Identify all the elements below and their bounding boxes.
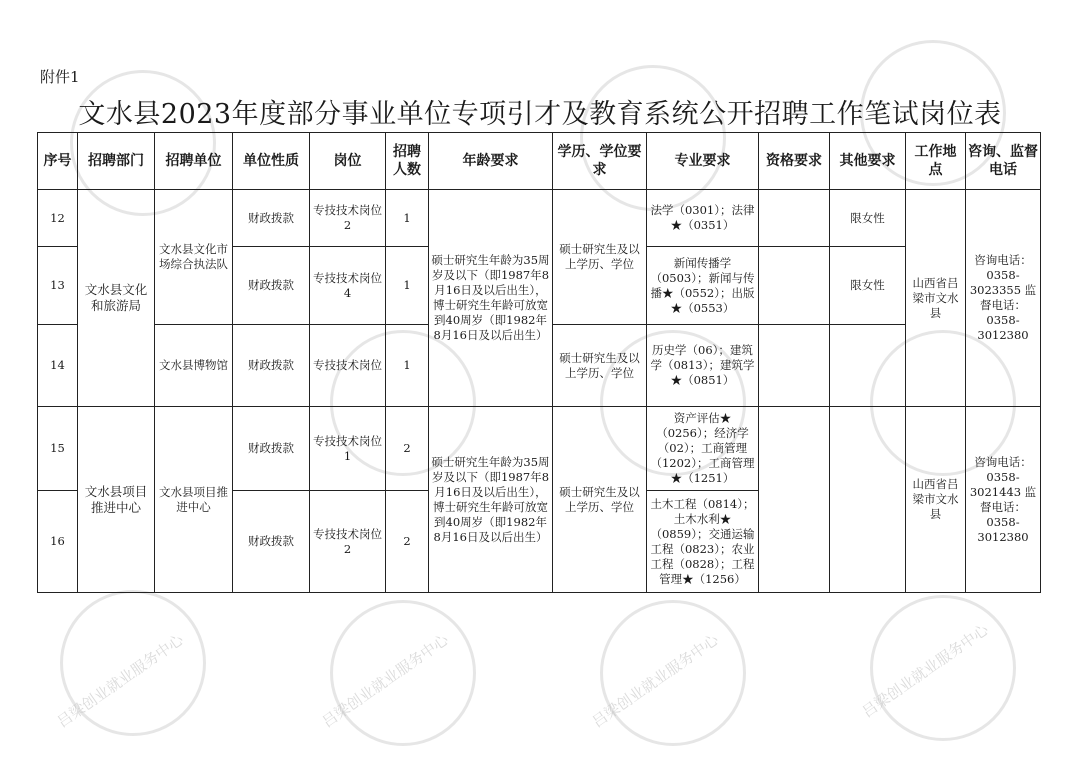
header-dept: 招聘部门: [78, 133, 155, 190]
post-cell: 专技技术岗位2: [310, 190, 386, 247]
watermark-text: 吕梁创业就业服务中心: [588, 630, 722, 732]
unit-cell: 文水县文化市场综合执法队: [155, 190, 233, 325]
major-cell: 历史学（06）；建筑学（0813）；建筑学★（0851）: [647, 325, 759, 407]
major-cell: 法学（0301）；法律★（0351）: [647, 190, 759, 247]
position-table: [37, 132, 1041, 593]
dept-cell: 文水县项目推进中心: [78, 407, 155, 593]
header-major: 专业要求: [647, 133, 759, 190]
edu-cell: 硕士研究生及以上学历、学位: [553, 325, 647, 407]
count-cell: 1: [386, 247, 429, 325]
location-cell: 山西省吕梁市文水县: [906, 407, 966, 593]
header-seq: 序号: [38, 133, 78, 190]
seq-cell: 14: [38, 325, 78, 407]
seq-cell: 13: [38, 247, 78, 325]
qual-cell: [759, 190, 830, 247]
other-cell: 限女性: [830, 190, 906, 247]
header-contact: 咨询、监督电话: [966, 133, 1041, 190]
header-unit: 招聘单位: [155, 133, 233, 190]
header-other: 其他要求: [830, 133, 906, 190]
contact-cell: 咨询电话：0358-3021443 监督电话：0358-3012380: [966, 407, 1041, 593]
other-cell: [830, 325, 906, 407]
major-cell: 新闻传播学（0503）；新闻与传播★（0552）；出版★（0553）: [647, 247, 759, 325]
location-cell: 山西省吕梁市文水县: [906, 190, 966, 407]
unit-cell: 文水县项目推进中心: [155, 407, 233, 593]
post-cell: 专技技术岗位: [310, 325, 386, 407]
nature-cell: 财政拨款: [233, 325, 310, 407]
watermark-text: 吕梁创业就业服务中心: [53, 630, 187, 732]
header-row: [38, 133, 1041, 190]
post-cell: 专技技术岗位2: [310, 491, 386, 593]
major-cell: 资产评估★（0256）；经济学（02）；工商管理（1202）；工商管理★（1251）: [647, 407, 759, 491]
post-cell: 专技技术岗位1: [310, 407, 386, 491]
other-cell: 限女性: [830, 247, 906, 325]
page-title: 文水县2023年度部分事业单位专项引才及教育系统公开招聘工作笔试岗位表: [78, 99, 1002, 130]
watermark-text: 吕梁创业就业服务中心: [858, 620, 992, 722]
table-row: [38, 190, 1041, 247]
nature-cell: 财政拨款: [233, 247, 310, 325]
seq-cell: 12: [38, 190, 78, 247]
header-age: 年龄要求: [429, 133, 553, 190]
table-row: [38, 407, 1041, 491]
major-cell: 土木工程（0814）；土木水利★（0859）；交通运输工程（0823）；农业工程（0828）；工程管理★（1256）: [647, 491, 759, 593]
unit-cell: 文水县博物馆: [155, 325, 233, 407]
dept-cell: 文水县文化和旅游局: [78, 190, 155, 407]
seq-cell: 15: [38, 407, 78, 491]
qual-cell: [759, 325, 830, 407]
header-qual: 资格要求: [759, 133, 830, 190]
seq-cell: 16: [38, 491, 78, 593]
count-cell: 1: [386, 325, 429, 407]
count-cell: 2: [386, 407, 429, 491]
nature-cell: 财政拨款: [233, 190, 310, 247]
header-nature: 单位性质: [233, 133, 310, 190]
header-count: 招聘人数: [386, 133, 429, 190]
attachment-label: 附件1: [40, 68, 80, 86]
nature-cell: 财政拨款: [233, 407, 310, 491]
contact-cell: 咨询电话：0358-3023355 监督电话：0358-3012380: [966, 190, 1041, 407]
age-cell: 硕士研究生年龄为35周岁及以下（即1987年8月16日及以后出生），博士研究生年龄可放宽到40周岁（即1982年8月16日及以后出生）: [429, 190, 553, 407]
count-cell: 2: [386, 491, 429, 593]
watermark-text: 吕梁创业就业服务中心: [318, 630, 452, 732]
age-cell: 硕士研究生年龄为35周岁及以下（即1987年8月16日及以后出生），博士研究生年龄可放宽到40周岁（即1982年8月16日及以后出生）: [429, 407, 553, 593]
count-cell: 1: [386, 190, 429, 247]
qual-cell: [759, 247, 830, 325]
post-cell: 专技技术岗位4: [310, 247, 386, 325]
edu-cell: 硕士研究生及以上学历、学位: [553, 190, 647, 325]
edu-cell: 硕士研究生及以上学历、学位: [553, 407, 647, 593]
nature-cell: 财政拨款: [233, 491, 310, 593]
other-cell: [830, 407, 906, 593]
qual-cell: [759, 407, 830, 593]
header-location: 工作地点: [906, 133, 966, 190]
header-edu: 学历、学位要求: [553, 133, 647, 190]
header-post: 岗位: [310, 133, 386, 190]
